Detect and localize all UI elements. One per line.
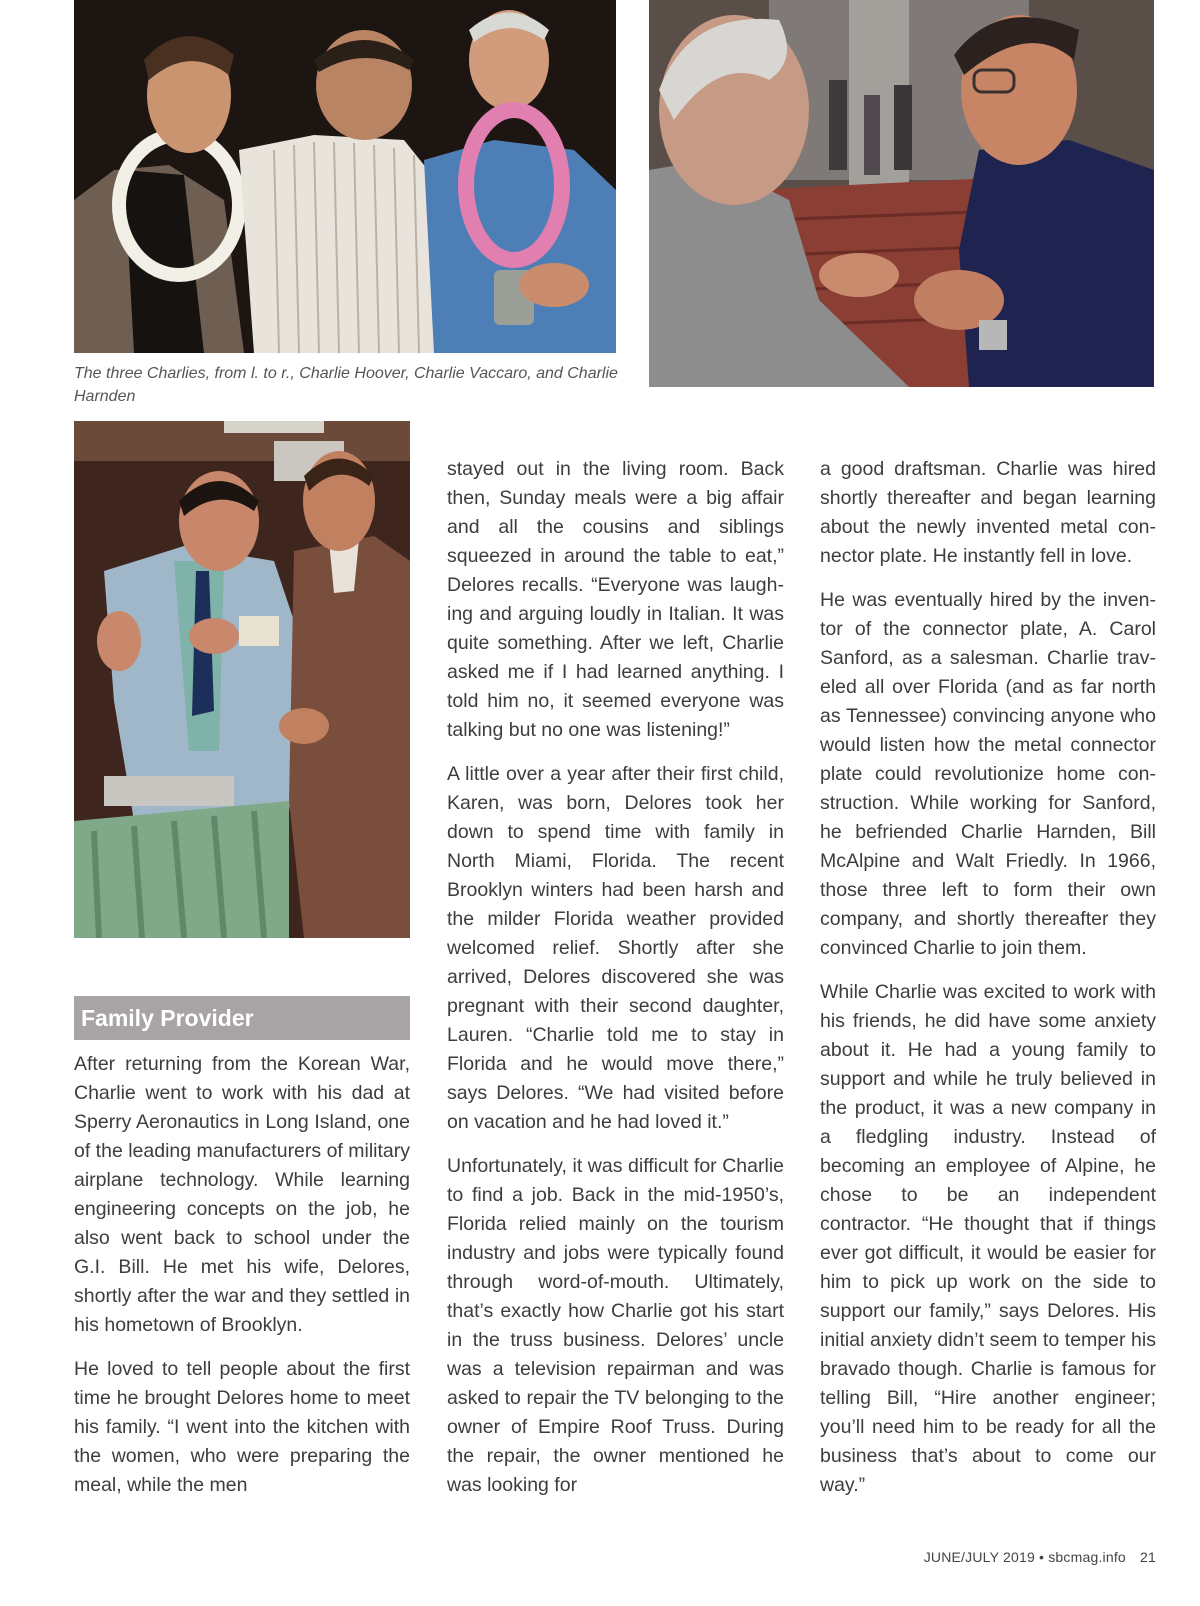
paragraph: stayed out in the living room. Back then, Sunday meals were a big affair and all the cousins and siblings squeezed in around the table to eat,” Delores recalls. “Everyone was laughing and arguing loudly in Italian. It was quite something. After we left, Charlie asked me if I had learned anything. I told him no, it seemed everyone was talking but no one was listening!” — [447, 458, 784, 741]
footer-site: sbcmag.info — [1048, 1549, 1126, 1565]
page-number: 21 — [1140, 1549, 1156, 1565]
footer-separator: • — [1039, 1549, 1045, 1565]
photo-three-charlies — [74, 0, 616, 353]
paragraph: After returning from the Korean War, Charlie went to work with his dad at Sperry Aeronautics in Long Island, one of the leading manufacturers of military airplane technology. While learning engineering concepts on the job, he also went back to school under the G.I. Bill. He met his wife, Delores, shortly after the war and they settled in his hometown of Brooklyn. — [74, 1053, 410, 1336]
photo-caption: The three Charlies, from l. to r., Charlie Hoover, Charlie Vaccaro, and Charlie Harnden — [74, 365, 618, 405]
footer-issue: JUNE/JULY 2019 — [923, 1549, 1035, 1565]
paragraph: Unfortunately, it was difficult for Charlie to find a job. Back in the mid-1950’s, Florida relied mainly on the tourism industry and jobs were typically found through word-of-mouth. Ultimately, that’s exactly how Charlie got his start in the truss business. Delores’ uncle was a television repairman and was asked to repair the TV belonging to the owner of Empire Roof Truss. During the repair, the owner mentioned he was looking for — [447, 1155, 784, 1496]
paragraph: a good draftsman. Charlie was hired shortly thereafter and began learning about the newly invented metal connector plate. He instantly fell in love. — [820, 458, 1156, 567]
page-footer — [924, 1549, 1156, 1565]
text-column-1 — [74, 1050, 410, 1515]
text-column-2 — [447, 455, 784, 1515]
paragraph: A little over a year after their first child, Karen, was born, Delores took her down to spend time with family in North Miami, Florida. The recent Brooklyn winters had been harsh and the milder Florida weather provided welcomed relief. Shortly after she arrived, Delores discovered she was pregnant with their second daughter, Lauren. “Charlie told me to stay in Florida and he would move there,” says Delores. “We had visited before on vacation and he had loved it.” — [447, 763, 784, 1133]
paragraph: He was eventually hired by the inventor of the connector plate, A. Carol Sanford, as a salesman. Charlie traveled all over Florida (and as far north as Tennessee) convincing anyone who would listen how the metal connector plate could revolutionize home construction. While working for Sanford, he befriended Charlie Harnden, Bill McAlpine and Walt Friedly. In 1966, those three left to form their own company, and shortly thereafter they convinced Charlie to join them. — [820, 589, 1156, 959]
photo-factory-conversation — [649, 0, 1154, 387]
section-heading: Family Provider — [74, 996, 410, 1040]
paragraph: He loved to tell people about the first time he brought Delores home to meet his family. “I went into the kitchen with the women, who were preparing the meal, while the men — [74, 1358, 410, 1496]
photo-trade-show — [74, 421, 410, 938]
text-column-3 — [820, 455, 1156, 1515]
paragraph: While Charlie was excited to work with his friends, he did have some anxiety about it. He had a young family to support and while he truly believed in the product, it was a new company in a fledgling industry. Instead of becoming an employee of Alpine, he chose to be an independent contractor. “He thought that if things ever got difficult, it would be easier for him to pick up work on the side to support our family,” says Delores. His initial anxiety didn’t seem to temper his bravado though. Charlie is famous for telling Bill, “Hire another engineer; you’ll need him to be ready for all the business that’s about to come our way.” — [820, 981, 1156, 1496]
